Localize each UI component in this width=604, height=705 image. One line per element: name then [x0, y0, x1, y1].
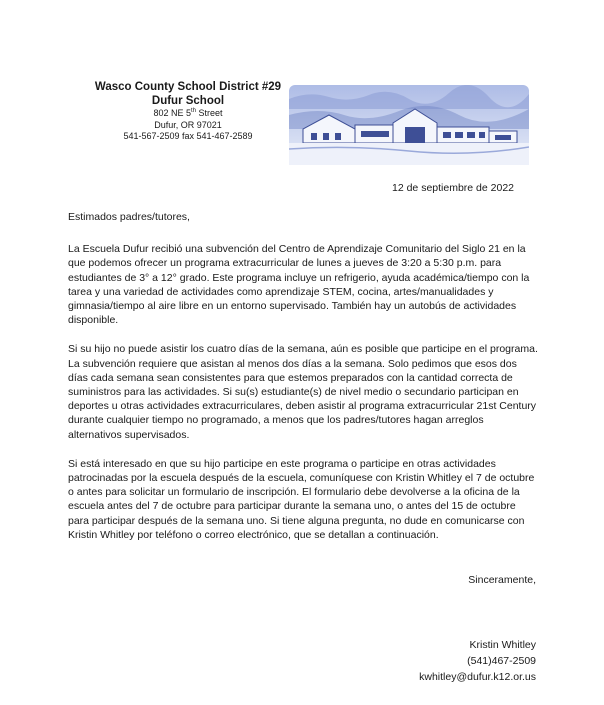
letterhead	[88, 80, 288, 143]
signer-phone: (541)467-2509	[467, 655, 536, 667]
letter-date: 12 de septiembre de 2022	[392, 182, 515, 194]
school-name: Dufur School	[151, 95, 225, 107]
city-address: Dufur, OR 97021	[154, 119, 222, 130]
district-name: Wasco County School District #29	[94, 81, 282, 93]
paragraph-3: Si está interesado en que su hijo participe en este programa o participe en otras actividades patrocinadas por la escuela después de la escuela, comuníquese con Kristin Whitley el 7 de octubre o antes para solicitar un formulario de inscripción. El formulario debe devolverse a la oficina de la escuela antes del 7 de octubre para participar durante la semana uno, o antes del 15 de octubre para participar después de la semana uno. Si tiene alguna pregunta, no dude en comunicarse con Kristin Whitley por teléfono o correo electrónico, que se detallan a continuación.	[68, 457, 535, 541]
paragraph-1: La Escuela Dufur recibió una subvención del Centro de Aprendizaje Comunitario del Siglo 21 en la que podemos ofrecer un programa extracurricular de lunes a jueves de 3:20 a 5:30 p.m. para estudiantes de 3° a 12° grado. Este programa incluye un refrigerio, ayuda académica/tiempo con la tarea y una variedad de actividades como aprendizaje STEM, cocina, artes/manualidades y gimnasia/tiempo al aire libre en un entorno supervisado. También hay un autobús de actividades disponible.	[68, 243, 530, 327]
closing: Sinceramente,	[468, 574, 536, 586]
street-ordinal: th	[191, 108, 197, 114]
letter-body	[68, 210, 538, 557]
street-suffix: Street	[196, 108, 223, 118]
phone-fax: 541-567-2509 fax 541-467-2589	[123, 131, 253, 141]
signer-email: kwhitley@dufur.k12.or.us	[419, 671, 536, 683]
paragraph-2: Si su hijo no puede asistir los cuatro días de la semana, aún es posible que participe en el programa. La subvención requiere que asistan al menos dos días a la semana. Solo pedimos que esos dos días cada semana sean consistentes para que estemos preparados con la cantidad correcta de suministros para las actividades. Si su(s) estudiante(s) de nivel medio o secundario participan en deportes u otras actividades extracurriculares, deben asistir al programa extracurricular 21st Century durante cualquier tiempo no programado, a menos que los padres/tutores hagan arreglos alternativos supervisados.	[68, 343, 538, 441]
signer-name: Kristin Whitley	[469, 639, 536, 651]
ground	[289, 143, 529, 165]
street-number: 802 NE 5	[153, 108, 191, 118]
signature-block	[419, 637, 536, 685]
street-address	[88, 108, 288, 120]
school-building-photo	[289, 85, 529, 165]
greeting: Estimados padres/tutores,	[68, 211, 190, 223]
